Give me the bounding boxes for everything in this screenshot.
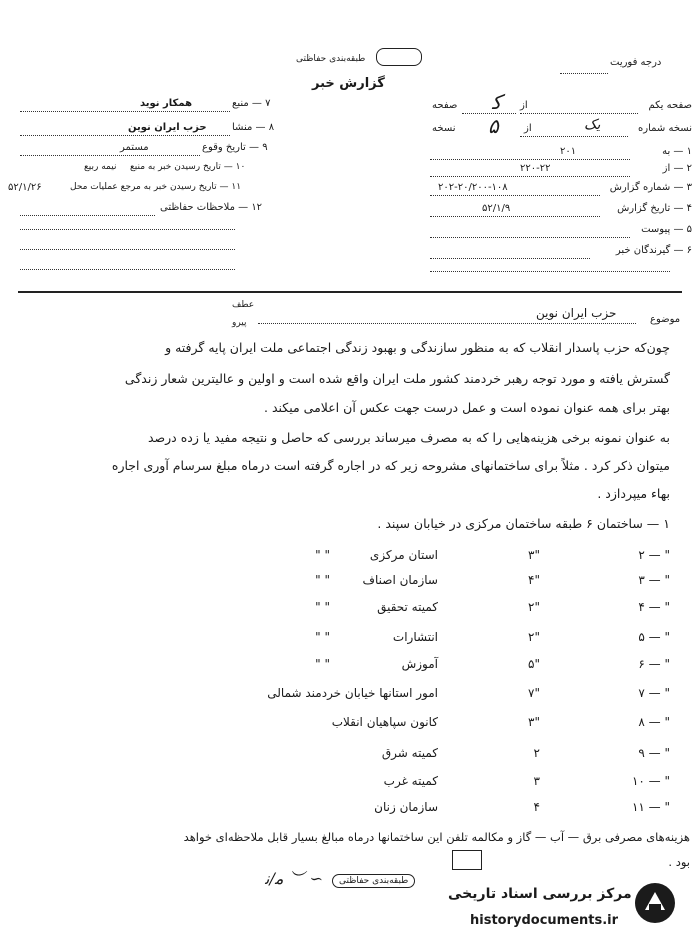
list-item: ۷ — " ۷" امور استانها خیابان خردمند شمالی bbox=[267, 686, 670, 700]
field-received-authority-value: ۵۲/۱/۲۶ bbox=[8, 182, 42, 193]
field-received-source: ۱۰ — تاریخ رسیدن خبر به منبع bbox=[130, 162, 246, 172]
field-origin: ۸ — منشا bbox=[232, 122, 275, 133]
page-of-label: صفحه bbox=[432, 100, 458, 111]
list-item: ۳ — " ۴" سازمان اصناف " " bbox=[315, 573, 670, 587]
field-report-number-value: ۲۰۲-۲۰/۲۰۰-۱۰۸ bbox=[438, 182, 508, 193]
bottom-stamp-box bbox=[452, 850, 482, 870]
history-documents-logo-icon bbox=[632, 880, 678, 930]
field-to: ۱ — به bbox=[662, 146, 692, 157]
list-first-item: ۱ — ساختمان ۶ طبقه ساختمان مرکزی در خیابان سپند . bbox=[377, 516, 670, 531]
copy-total-label: نسخه bbox=[432, 123, 456, 134]
field-attachment: ۵ — پیوست bbox=[641, 224, 692, 235]
closing-line-2: بود . bbox=[668, 855, 690, 869]
field-from-value: ۲۲۰-۲۲ bbox=[520, 163, 551, 174]
field-from: ۲ — از bbox=[662, 163, 692, 174]
watermark-url: historydocuments.ir bbox=[470, 913, 619, 928]
field-report-date: ۴ — تاریخ گزارش bbox=[617, 203, 692, 214]
copy-total-handwritten: ۵ bbox=[488, 114, 499, 138]
side-note-bottom: پیرو bbox=[232, 318, 247, 328]
subject-label: موضوع bbox=[650, 314, 681, 325]
body-line: به عنوان نمونه برخی هزینه‌هایی را که به مصرف میرساند بررسی که حاصل و نتیجه مفید یا زده درصد bbox=[147, 430, 670, 445]
page-label: صفحه یکم bbox=[648, 100, 692, 111]
copy-handwritten: یک bbox=[584, 117, 601, 133]
classification-box bbox=[376, 48, 422, 66]
field-origin-value: حزب ایران نوین bbox=[128, 122, 207, 133]
report-title: گزارش خبر bbox=[312, 76, 385, 91]
field-occurrence-date: ۹ — تاریخ وقوع bbox=[202, 142, 268, 153]
handwritten-scribble: ﻣ/ﻧ ︶ ∽ bbox=[265, 869, 324, 888]
copy-from: از bbox=[524, 123, 532, 134]
field-source-value: همکار نوید bbox=[140, 98, 193, 109]
classification-stamp-top bbox=[296, 46, 422, 66]
body-line: بهتر برای همه عنوان نموده است و عمل درست جهت عکس آن اعلامی میکند . bbox=[264, 400, 670, 415]
field-source: ۷ — منبع bbox=[232, 98, 271, 109]
field-report-number: ۳ — شماره گزارش bbox=[609, 182, 692, 193]
list-item: ۲ — " ۳" استان مرکزی " " bbox=[315, 548, 670, 562]
page-from: از bbox=[520, 100, 528, 111]
priority-label: درجه فوریت bbox=[610, 57, 662, 68]
field-occurrence-date-value: مستمر bbox=[120, 142, 149, 153]
field-received-authority: ۱۱ — تاریخ رسیدن خبر به مرجع عملیات محل bbox=[70, 182, 242, 192]
list-item: ۴ — " ۲" کمیته تحقیق " " bbox=[315, 600, 670, 614]
list-item: ۶ — " ۵" آموزش " " bbox=[315, 657, 670, 671]
body-line: گسترش یافته و مورد توجه رهبر خردمند کشور ملت ایران واقع شده است و اولین و عالیترین شعار زندگی bbox=[124, 371, 670, 386]
list-item: ۱۰ — " ۳ کمیته غرب bbox=[383, 774, 670, 788]
field-security-notes: ۱۲ — ملاحظات حفاظتی bbox=[160, 202, 263, 213]
page-handwritten: ﮐ bbox=[492, 90, 502, 114]
classification-bottom-label: طبقه‌بندی حفاظتی bbox=[332, 874, 415, 888]
field-to-value: ۲۰۱ bbox=[560, 146, 577, 157]
classification-stamp-bottom bbox=[332, 868, 415, 887]
classification-top-label: طبقه‌بندی حفاظتی bbox=[296, 54, 366, 64]
field-recipients: ۶ — گیرندگان خبر bbox=[615, 245, 692, 256]
side-note-top: عطف bbox=[232, 300, 255, 310]
body-line: چون‌که حزب پاسدار انقلاب که به منظور سازندگی و بهبود زندگی اجتماعی ملت ایران پایه گرفته و bbox=[165, 340, 670, 355]
list-item: ۱۱ — " ۴ سازمان زنان bbox=[374, 800, 670, 814]
subject-value: حزب ایران نوین bbox=[536, 306, 617, 320]
field-received-source-value: نیمه ربیع bbox=[84, 162, 117, 172]
field-report-date-value: ۵۲/۱/۹ bbox=[482, 203, 511, 214]
header-divider bbox=[18, 291, 682, 293]
priority-underline bbox=[560, 72, 608, 74]
watermark-name: مرکز بررسی اسناد تاریخی bbox=[448, 886, 632, 902]
closing-line: هزینه‌های مصرفی برق — آب — گاز و مکالمه تلفن این ساختمانها درماه مبالغ بسیار قابل ملاحظه‌ای خواهد bbox=[183, 830, 690, 844]
list-item: ۸ — " ۳" کانون سپاهیان انقلاب bbox=[331, 715, 670, 729]
list-item: ۹ — " ۲ کمیته شرق bbox=[381, 746, 670, 760]
body-line: میتوان ذکر کرد . مثلاً برای ساختمانهای مشروحه زیر که در اجاره گرفته است درماه مبلغ سرسام آوری اجاره bbox=[111, 458, 670, 473]
list-item: ۵ — " ۲" انتشارات " " bbox=[315, 630, 670, 644]
body-line: بهاء میپردازد . bbox=[597, 486, 670, 501]
copy-label: نسخه شماره bbox=[638, 123, 692, 134]
